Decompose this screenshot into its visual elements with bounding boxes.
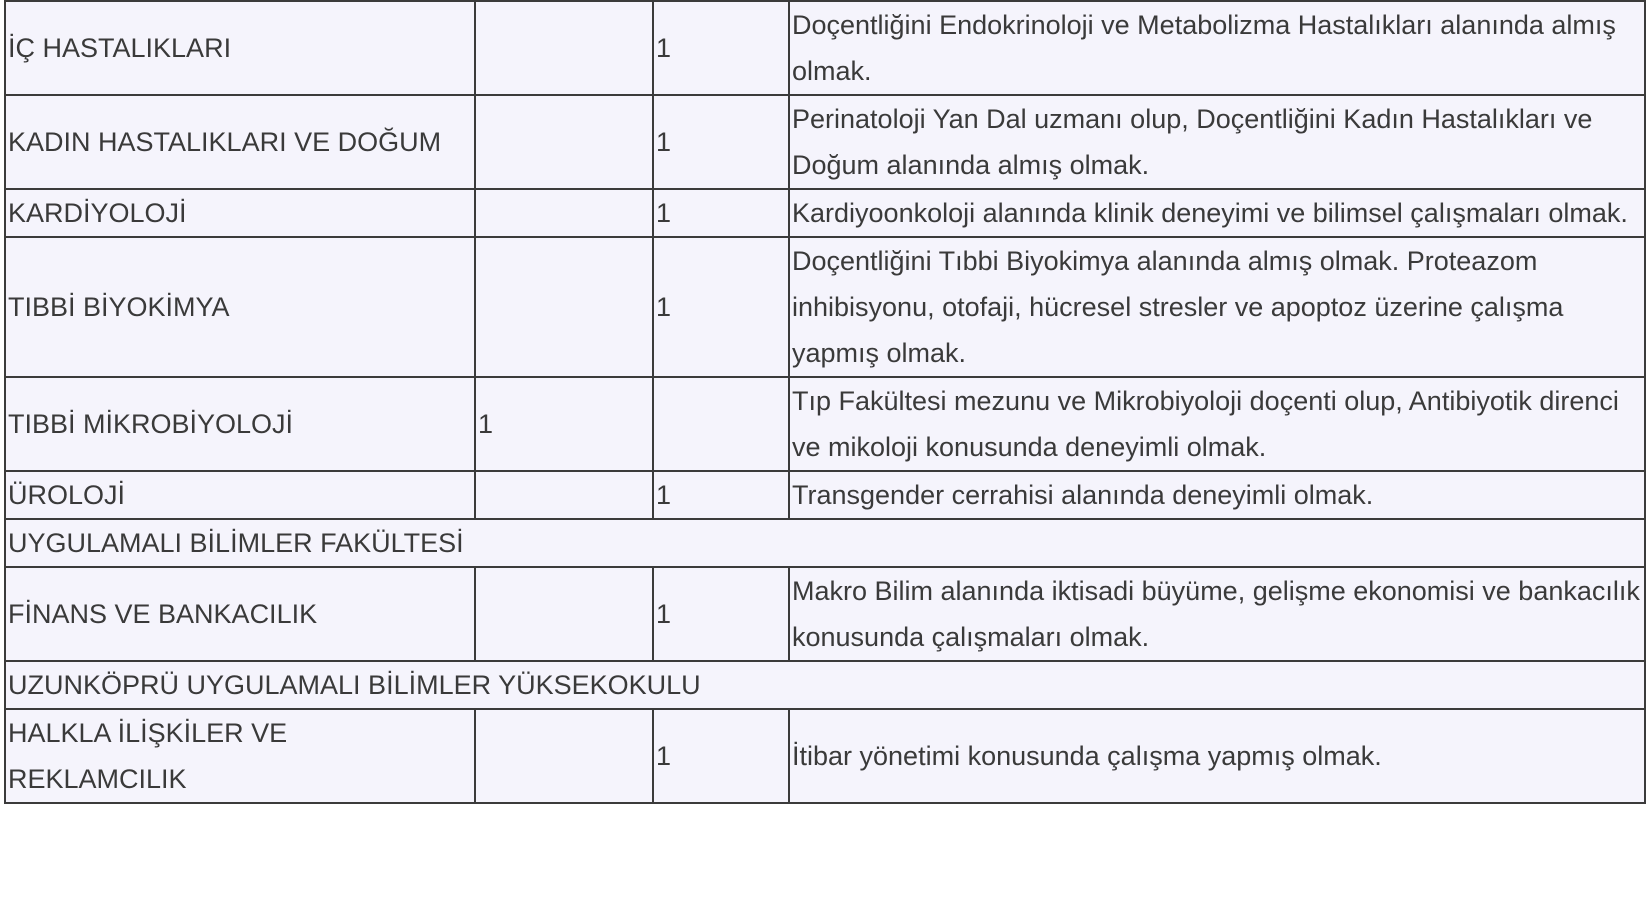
faculty-section-title: UZUNKÖPRÜ UYGULAMALI BİLİMLER YÜKSEKOKULU (5, 661, 1645, 709)
count-cell: 1 (475, 377, 653, 471)
count-cell (475, 189, 653, 237)
count-cell (475, 567, 653, 661)
requirement-cell: Tıp Fakültesi mezunu ve Mikrobiyoloji doçenti olup, Antibiyotik direnci ve mikoloji konusunda deneyimli olmak. (789, 377, 1645, 471)
positions-table (4, 0, 1646, 804)
table-row (5, 709, 1645, 803)
department-cell: KARDİYOLOJİ (5, 189, 475, 237)
count-cell: 1 (653, 95, 789, 189)
department-cell: TIBBİ MİKROBİYOLOJİ (5, 377, 475, 471)
table-row (5, 95, 1645, 189)
count-cell (475, 1, 653, 95)
requirement-cell: İtibar yönetimi konusunda çalışma yapmış olmak. (789, 709, 1645, 803)
requirement-cell: Makro Bilim alanında iktisadi büyüme, gelişme ekonomisi ve bankacılık konusunda çalışmaları olmak. (789, 567, 1645, 661)
count-cell: 1 (653, 567, 789, 661)
count-cell: 1 (653, 471, 789, 519)
department-cell: TIBBİ BİYOKİMYA (5, 237, 475, 377)
requirement-cell: Perinatoloji Yan Dal uzmanı olup, Doçentliğini Kadın Hastalıkları ve Doğum alanında almış olmak. (789, 95, 1645, 189)
requirement-cell: Doçentliğini Tıbbi Biyokimya alanında almış olmak. Proteazom inhibisyonu, otofaji, hücresel stresler ve apoptoz üzerine çalışma yapmış olmak. (789, 237, 1645, 377)
department-cell: KADIN HASTALIKLARI VE DOĞUM (5, 95, 475, 189)
department-cell: HALKLA İLİŞKİLER VE REKLAMCILIK (5, 709, 475, 803)
table-row (5, 471, 1645, 519)
table-row (5, 567, 1645, 661)
count-cell (475, 237, 653, 377)
positions-table-wrapper (4, 0, 1644, 804)
positions-table-body (5, 1, 1645, 803)
requirement-cell: Kardiyoonkoloji alanında klinik deneyimi ve bilimsel çalışmaları olmak. (789, 189, 1645, 237)
count-cell: 1 (653, 189, 789, 237)
count-cell (475, 471, 653, 519)
table-row (5, 377, 1645, 471)
count-cell (653, 377, 789, 471)
requirement-cell: Doçentliğini Endokrinoloji ve Metabolizma Hastalıkları alanında almış olmak. (789, 1, 1645, 95)
section-row (5, 661, 1645, 709)
count-cell: 1 (653, 709, 789, 803)
table-row (5, 237, 1645, 377)
requirement-cell: Transgender cerrahisi alanında deneyimli olmak. (789, 471, 1645, 519)
count-cell: 1 (653, 1, 789, 95)
count-cell (475, 709, 653, 803)
department-cell: ÜROLOJİ (5, 471, 475, 519)
table-row (5, 189, 1645, 237)
department-cell: FİNANS VE BANKACILIK (5, 567, 475, 661)
department-cell: İÇ HASTALIKLARI (5, 1, 475, 95)
count-cell (475, 95, 653, 189)
count-cell: 1 (653, 237, 789, 377)
table-row (5, 1, 1645, 95)
section-row (5, 519, 1645, 567)
faculty-section-title: UYGULAMALI BİLİMLER FAKÜLTESİ (5, 519, 1645, 567)
